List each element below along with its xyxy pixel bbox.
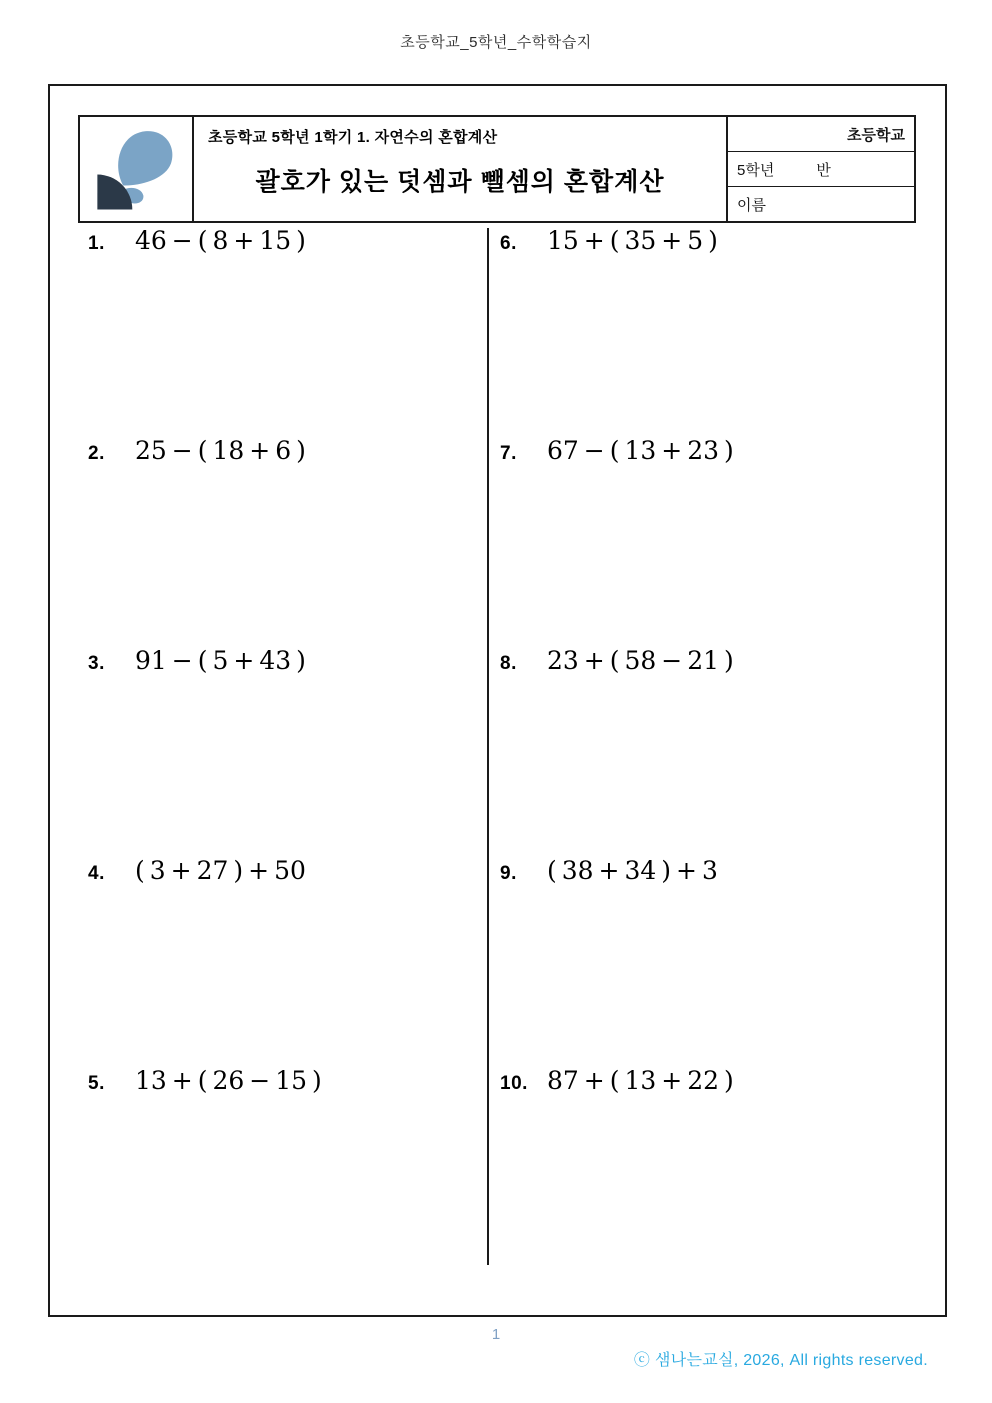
problem-number: 5. [88,1073,105,1094]
problem-expression: 46 − ( 8 + 15 ) [135,226,306,255]
document-running-header: 초등학교_5학년_수학학습지 [400,34,592,51]
problem-expression: 13 + ( 26 − 15 ) [135,1066,322,1095]
worksheet-title: 괄호가 있는 덧셈과 뺄셈의 혼합계산 [255,168,665,196]
problem-number: 4. [88,863,105,884]
column-divider [487,228,489,1265]
problem-2 [88,436,322,646]
problem-number: 7. [500,443,517,464]
problem-expression: 67 − ( 13 + 23 ) [547,436,734,465]
problem-expression: 87 + ( 13 + 22 ) [547,1066,734,1095]
water-drop-logo-icon [90,123,182,215]
problem-expression: 91 − ( 5 + 43 ) [135,646,306,675]
problem-1 [88,226,322,436]
problem-9 [500,856,734,1066]
problem-expression: 23 + ( 58 − 21 ) [547,646,734,675]
problem-3 [88,646,322,856]
problem-expression: 15 + ( 35 + 5 ) [547,226,718,255]
problem-number: 2. [88,443,105,464]
problem-expression: ( 3 + 27 ) + 50 [135,856,306,885]
logo-cell [80,117,194,221]
grade-label: 5학년 [737,161,775,179]
school-row [728,117,914,152]
problem-5 [88,1066,322,1276]
problem-number: 1. [88,233,105,254]
problem-expression: ( 38 + 34 ) + 3 [547,856,718,885]
school-label: 초등학교 [847,126,905,144]
problem-8 [500,646,734,856]
problem-number: 3. [88,653,105,674]
student-info-box [726,117,914,221]
logo-big-drop [118,131,172,185]
problem-number: 9. [500,863,517,884]
name-label: 이름 [737,196,766,214]
problem-6 [500,226,734,436]
title-cell [194,117,726,221]
copyright-notice: ⓒ 샘나는교실, 2026, All rights reserved. [633,1352,928,1369]
problem-expression: 25 − ( 18 + 6 ) [135,436,306,465]
problems-right-column [500,226,734,1276]
problems-left-column [88,226,322,1276]
problem-number: 8. [500,653,517,674]
problem-number: 10. [500,1073,528,1094]
class-label: 반 [816,161,831,179]
name-row [728,187,914,221]
problem-4 [88,856,322,1066]
course-line: 초등학교 5학년 1학기 1. 자연수의 혼합계산 [208,129,498,146]
problem-10 [500,1066,734,1276]
page-number: 1 [491,1326,501,1343]
grade-class-row [728,152,914,187]
problem-number: 6. [500,233,517,254]
worksheet-header [78,115,916,223]
problem-7 [500,436,734,646]
